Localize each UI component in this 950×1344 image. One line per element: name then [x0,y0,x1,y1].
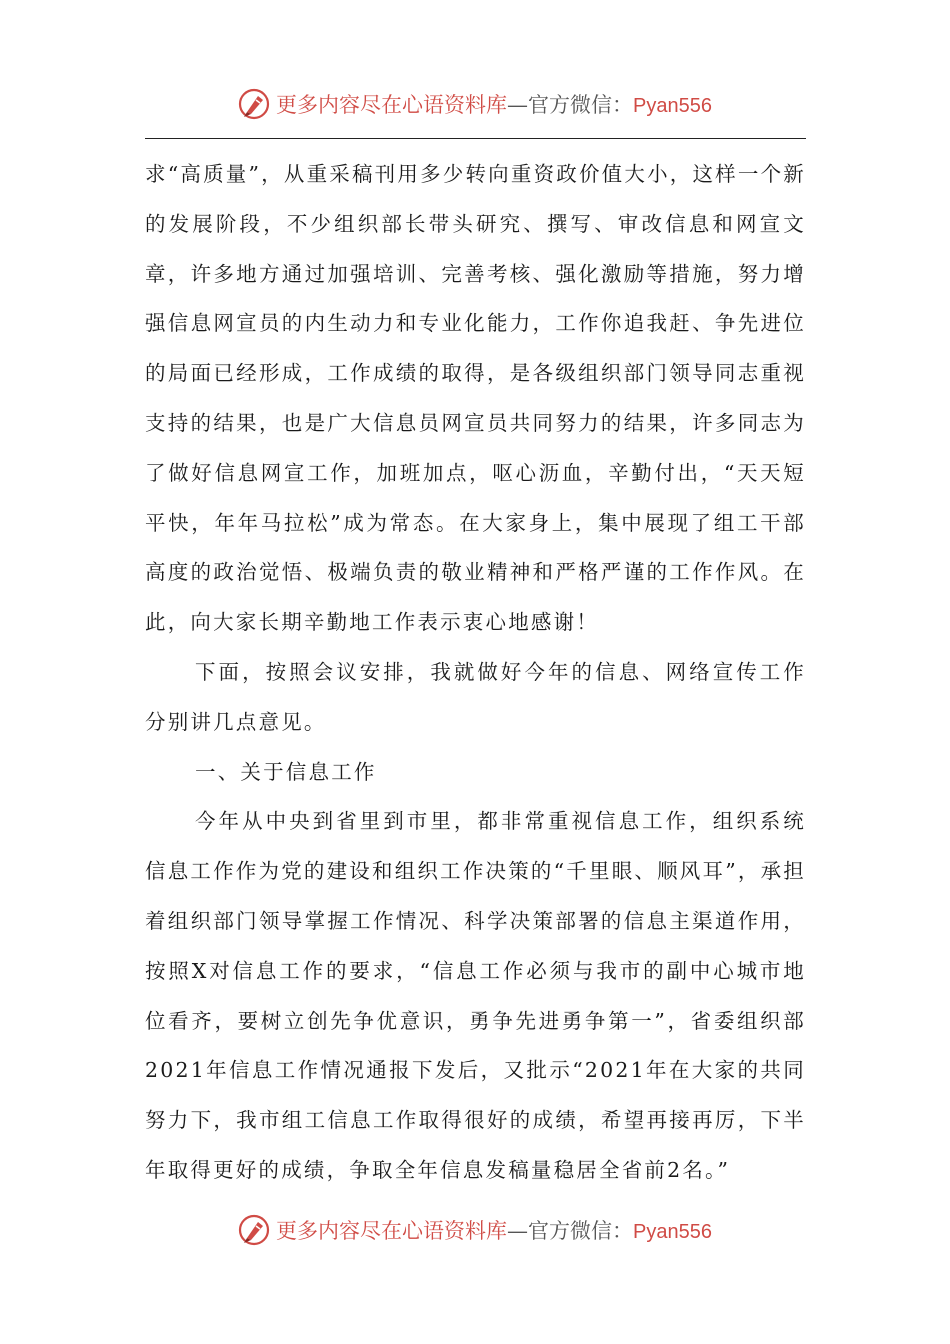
footer-banner-main: 更多内容尽在心语资料库 [276,1219,508,1243]
footer-banner [0,1208,950,1252]
header-banner-wechat: Pyan556 [633,95,712,117]
header-divider [145,138,806,139]
pen-nib-logo-icon [238,1213,272,1247]
section-heading-information-work: 一、关于信息工作 [195,759,377,784]
header-banner [0,82,950,126]
header-banner-text [276,89,712,119]
header-banner-separator: — [507,93,529,117]
header-banner-tail: 官方微信： [528,93,634,117]
body-paragraph-3: 今年从中央到省里到市里，都非常重视信息工作，组织系统信息工作作为党的建设和组织工作决策的“千里眼、顺风耳”，承担着组织部门领导掌握工作情况、科学决策部署的信息主渠道作用，按照X对信息工作的要求，“信息工作必须与我市的副中心城市地位看齐，要树立创先争优意识，勇争先进勇争第一”，省委组织部2021年信息工作情况通报下发后，又批示“2021年在大家的共同努力下，我市组工信息工作取得很好的成绩，希望再接再厉，下半年取得更好的成绩，争取全年信息发稿量稳居全省前2名。” [145,809,806,1182]
body-paragraph-2: 下面，按照会议安排，我就做好今年的信息、网络宣传工作分别讲几点意见。 [145,659,806,734]
body-paragraph-1: 求“高质量”，从重采稿刊用多少转向重资政价值大小，这样一个新的发展阶段，不少组织部长带头研究、撰写、审改信息和网宣文章，许多地方通过加强培训、完善考核、强化激励等措施，努力增强信息网宣员的内生动力和专业化能力，工作你追我赶、争先进位的局面已经形成，工作成绩的取得，是各级组织部门领导同志重视支持的结果，也是广大信息员网宣员共同努力的结果，许多同志为了做好信息网宣工作，加班加点，呕心沥血，辛勤付出，“天天短平快，年年马拉松”成为常态。在大家身上，集中展现了组工干部高度的政治觉悟、极端负责的敬业精神和严格严谨的工作作风。在此，向大家长期辛勤地工作表示衷心地感谢！ [145,162,806,635]
pen-nib-logo-icon [238,87,272,121]
document-body [145,150,806,1196]
footer-banner-tail: 官方微信： [528,1219,634,1243]
footer-banner-separator: — [507,1219,529,1243]
header-banner-main: 更多内容尽在心语资料库 [276,93,508,117]
footer-banner-wechat: Pyan556 [633,1221,712,1243]
footer-banner-text [276,1215,712,1245]
